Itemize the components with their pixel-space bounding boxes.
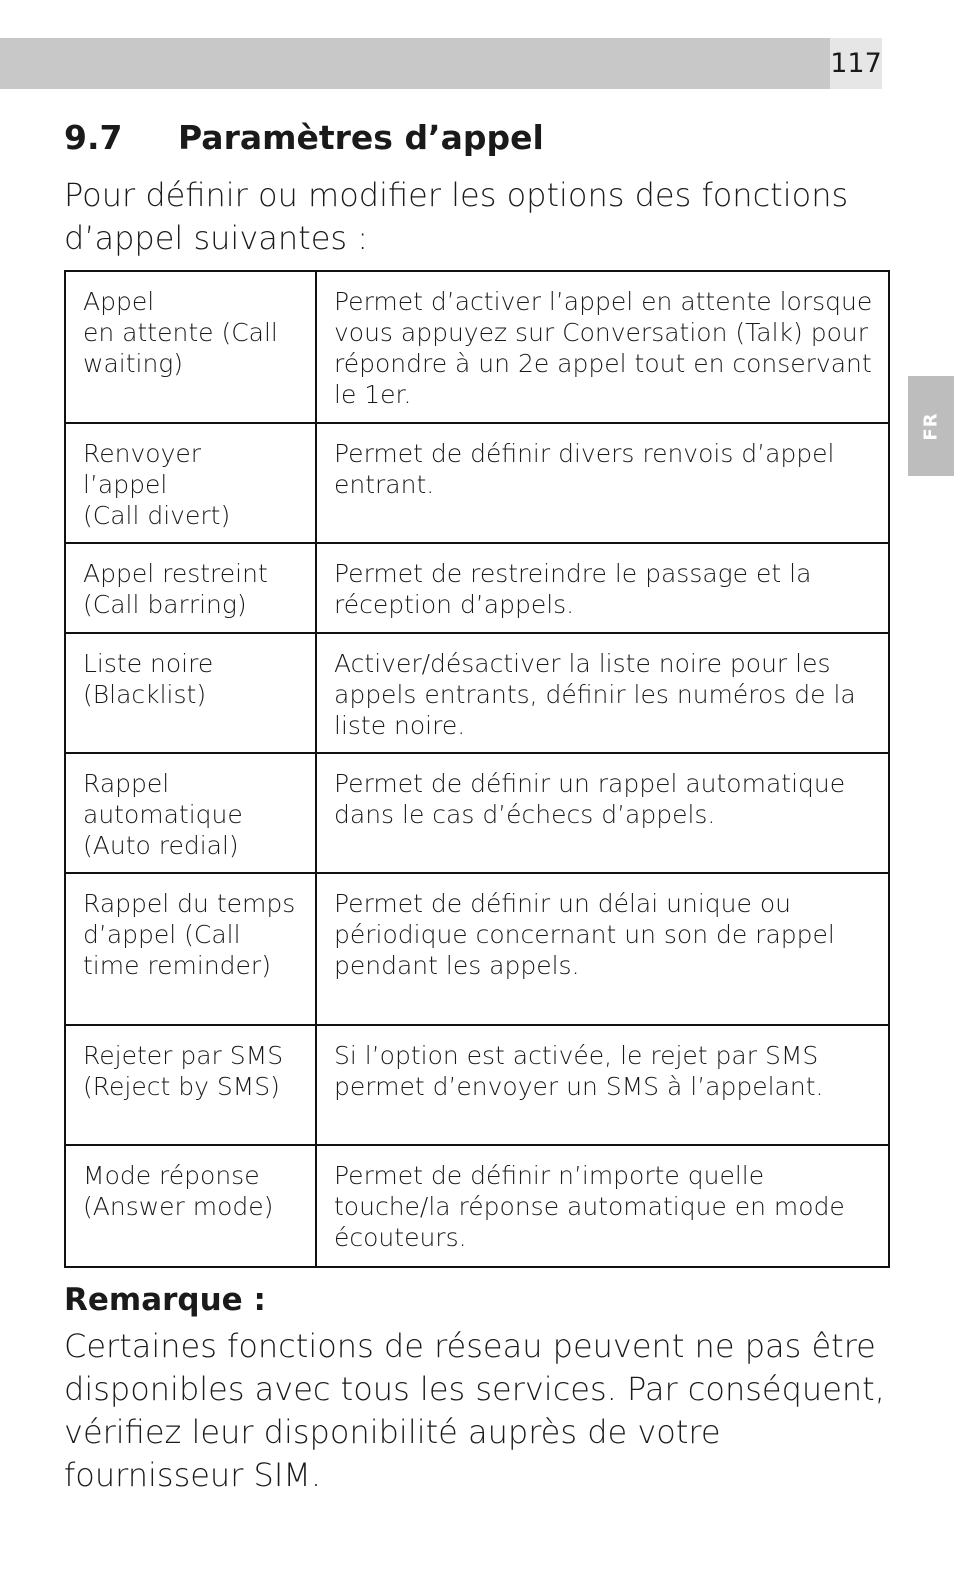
intro-text: Pour définir ou modifier les options des fonctions d’appel suivantes : [64,176,849,257]
header-bar [0,38,830,89]
setting-name-cell: Appel restreint (Call barring) [65,543,316,633]
table-row [65,1145,889,1267]
setting-name-cell: Appel en attente (Call waiting) [65,271,316,423]
setting-name-cell: Mode réponse (Answer mode) [65,1145,316,1267]
note-body: Certaines fonctions de réseau peuvent ne pas être disponibles avec tous les services. Par conséquent, vérifiez leur disponibilité auprès de votre fournisseur SIM. [64,1327,885,1494]
page-number: 117 [830,38,882,89]
call-settings-table-body [65,271,889,1267]
note-title: Remarque : [64,1282,266,1318]
table-row [65,753,889,873]
table-row [65,543,889,633]
section-number: 9.7 [64,118,123,157]
table-row [65,633,889,753]
setting-description-cell: Si l’option est activée, le rejet par SMS permet d’envoyer un SMS à l’appelant. [316,1025,889,1145]
section-title: Paramètres d’appel [178,118,544,157]
setting-name-cell: Renvoyer l’appel (Call divert) [65,423,316,543]
table-row [65,1025,889,1145]
table-row [65,271,889,423]
setting-description-cell: Permet de définir un rappel automatique dans le cas d’échecs d’appels. [316,753,889,873]
setting-name-cell: Liste noire (Blacklist) [65,633,316,753]
table-row [65,873,889,1025]
setting-description-cell: Permet de définir n’importe quelle touche/la réponse automatique en mode écouteurs. [316,1145,889,1267]
setting-description-cell: Permet de définir divers renvois d’appel entrant. [316,423,889,543]
setting-description-cell: Permet d’activer l’appel en attente lorsque vous appuyez sur Conversation (Talk) pour répondre à un 2e appel tout en conservant le 1er. [316,271,889,423]
table-row [65,423,889,543]
section-heading [64,118,544,157]
setting-description-cell: Permet de restreindre le passage et la réception d’appels. [316,543,889,633]
call-settings-table [64,270,890,1268]
setting-description-cell: Activer/désactiver la liste noire pour les appels entrants, définir les numéros de la liste noire. [316,633,889,753]
language-tab-label: FR [920,411,942,441]
setting-description-cell: Permet de définir un délai unique ou périodique concernant un son de rappel pendant les appels. [316,873,889,1025]
setting-name-cell: Rappel automatique (Auto redial) [65,753,316,873]
setting-name-cell: Rejeter par SMS (Reject by SMS) [65,1025,316,1145]
language-tab [908,376,954,476]
setting-name-cell: Rappel du temps d’appel (Call time reminder) [65,873,316,1025]
